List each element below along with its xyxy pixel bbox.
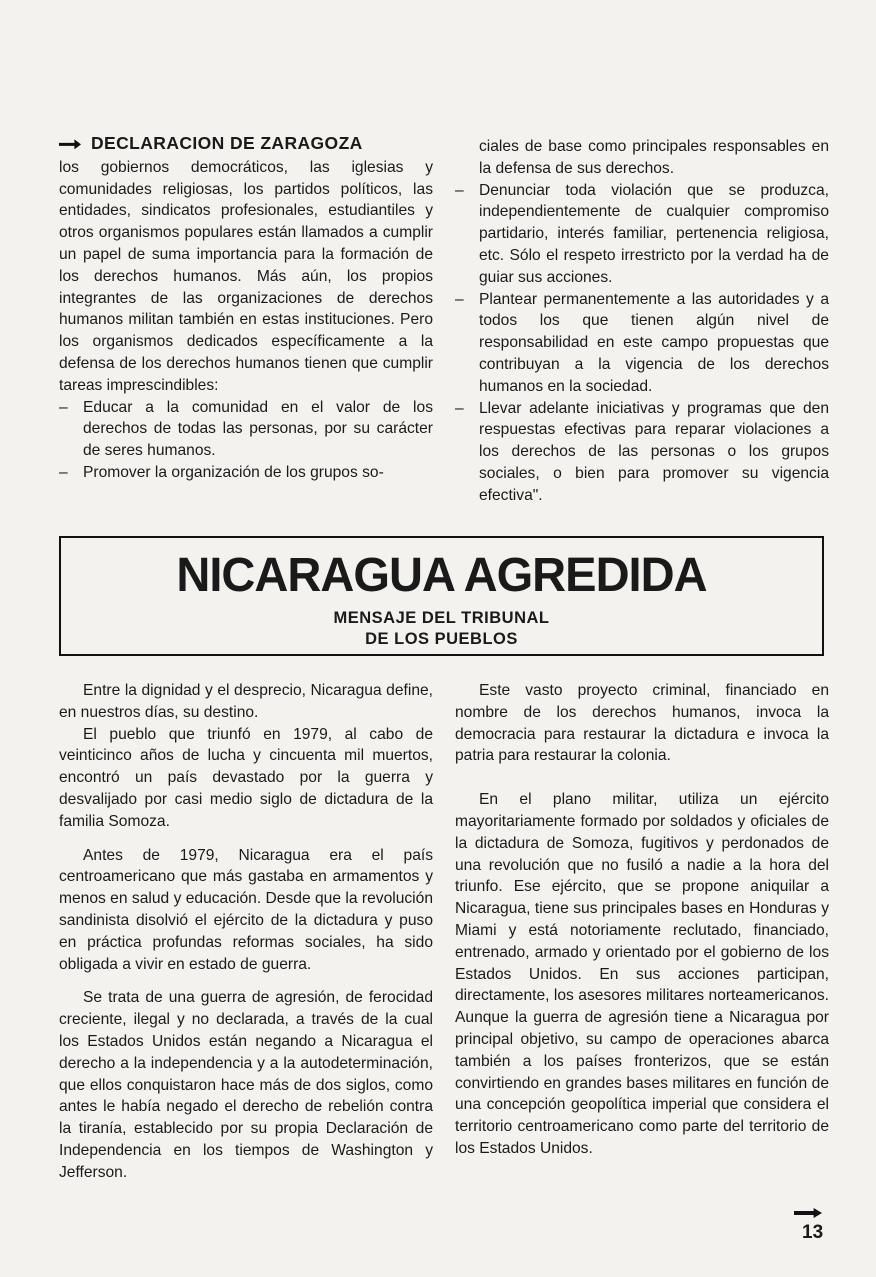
subtitle-line: MENSAJE DEL TRIBUNAL xyxy=(333,609,550,627)
list-item: – Llevar adelante iniciativas y programas que den respuestas efectivas para reparar violaciones a los derechos de las personas o los grupos sociales, o bien para promover su vigencia efectiva". xyxy=(455,398,829,507)
article-paragraph: Antes de 1979, Nicaragua era el país centroamericano que más gastaba en armamentos y menos en salud y educación. Desde que la revolución sandinista disolvió el ejército de la dictadura y puso en práctica profundas reformas sociales, ha sido obligada a vivir en estado de guerra. xyxy=(59,846,433,973)
arrow-bullet-icon xyxy=(59,139,81,149)
list-item: – Plantear permanentemente a las autoridades y a todos los que tienen algún nivel de responsabilidad en este campo propuestas que contribuyan a la vigencia de los derechos humanos en la sociedad. xyxy=(455,289,829,398)
continuation-paragraph: ciales de base como principales responsables en la defensa de sus derechos. xyxy=(479,138,829,177)
article-paragraph: Este vasto proyecto criminal, financiado en nombre de los derechos humanos, invoca la democracia para restaurar la dictadura e invoca la patria para restaurar la colonia. xyxy=(455,682,829,765)
subtitle-line: DE LOS PUEBLOS xyxy=(365,630,518,648)
article-paragraph: Entre la dignidad y el desprecio, Nicaragua define, en nuestros días, su destino. xyxy=(59,682,433,721)
section-heading xyxy=(59,133,433,155)
list-item: – Promover la organización de los grupos so- xyxy=(59,462,433,484)
page-number: 13 xyxy=(802,1222,824,1243)
bottom-right-column xyxy=(455,680,829,1160)
section-heading-text: DECLARACION DE ZARAGOZA xyxy=(91,133,363,153)
top-right-column xyxy=(455,136,829,507)
top-left-column xyxy=(59,133,433,484)
intro-paragraph: los gobiernos democráticos, las iglesias y comunidades religiosas, los partidos políticos, las entidades, sindicatos profesionales, estudiantiles y otros organismos populares están llamados a cumplir un papel de suma importancia para la formación de los derechos humanos. Más aún, los propios integrantes de las organizaciones de derechos humanos militan también en estas instituciones. Pero los organismos dedicados específicamente a la defensa de los derechos humanos tienen que cumplir tareas imprescindibles: xyxy=(59,158,433,394)
tasks-list-continued xyxy=(455,180,829,507)
article-paragraph: En el plano militar, utiliza un ejército mayoritariamente formado por soldados y oficiales de la dictadura de Somoza, fugitivos y perdonados de una revolución que no fusiló a nadie a la hora del triunfo. Ese ejército, que se propone aniquilar a Nicaragua, tiene sus principales bases en Honduras y Miami y está notoriamente reclutado, financiado, entrenado, armado y orientado por el gobierno de los Estados Unidos. En sus acciones participan, directamente, los asesores militares norteamericanos. Aunque la guerra de agresión tiene a Nicaragua por principal objetivo, su campo de operaciones abarca también a los países fronterizos, que se están convirtiendo en grandes bases militares en función de una concepción geopolítica imperial que considera el territorio centroamericano como parte del territorio de los Estados Unidos. xyxy=(455,791,829,1157)
article-paragraph: El pueblo que triunfó en 1979, al cabo de veinticinco años de lucha y cincuenta mil muertos, encontró un país devastado por la guerra y desvalijado por casi medio siglo de dictadura de la familia Somoza. xyxy=(59,725,433,830)
article-banner xyxy=(59,536,824,656)
article-title: NICARAGUA AGREDIDA xyxy=(176,549,707,602)
article-paragraph: Se trata de una guerra de agresión, de ferocidad creciente, ilegal y no declarada, a través de la cual los Estados Unidos están negando a Nicaragua el derecho a la independencia y a la autodeterminación, que ellos conquistaron hace más de dos siglos, como antes le había negado el derecho de rebelión contra la tiranía, establecido por su propia Declaración de Independencia en los tiempos de Washington y Jefferson. xyxy=(59,989,433,1181)
bottom-left-column xyxy=(59,680,433,1184)
tasks-list xyxy=(59,397,433,484)
page-arrow-icon xyxy=(794,1208,822,1218)
list-item: – Denunciar toda violación que se produzca, independientemente de cualquier compromiso partidario, interés familiar, pertenencia religiosa, etc. Sólo el respeto irrestricto por la verdad ha de guiar sus acciones. xyxy=(455,180,829,289)
article-subtitle xyxy=(61,608,822,650)
list-item: – Educar a la comunidad en el valor de los derechos de todas las personas, por su carácter de seres humanos. xyxy=(59,397,433,462)
